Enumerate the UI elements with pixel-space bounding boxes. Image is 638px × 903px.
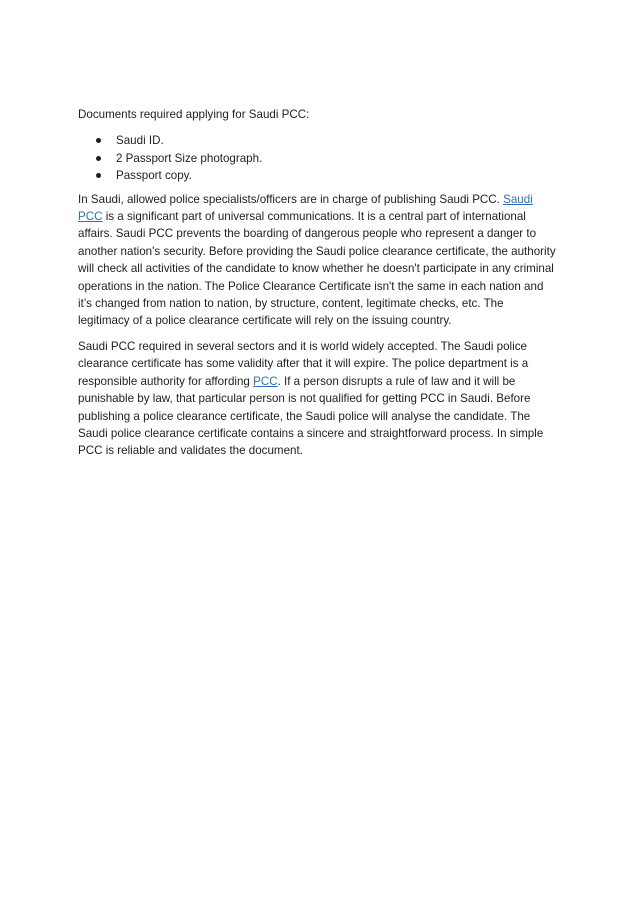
list-item [78,167,558,184]
list-item [78,150,558,167]
paragraph-1-text-before: In Saudi, allowed police specialists/officers are in charge of publishing Saudi PCC. [78,192,504,206]
paragraph-2 [78,338,558,460]
paragraph-1-text-after: is a significant part of universal communications. It is a central part of international affairs. Saudi PCC prevents the boarding of dangerous people who represent a danger to another nation's security. Before providing the Saudi police clearance certificate, the authority will check all activities of the candidate to know whether he doesn't participate in any criminal operations in the nation. The Police Clearance Certificate isn't the same in each nation and it’s changed from nation to nation, by structure, content, legitimate checks, etc. The legitimacy of a police clearance certificate will rely on the issuing country. [78,210,556,328]
paragraph-1 [78,191,558,330]
paragraph-2-text-before: Saudi PCC required in several sectors and it is world widely accepted. The Saudi police clearance certificate has some validity after that it will expire. The police department is a responsible authority for affording [78,339,529,388]
documents-heading: Documents required applying for Saudi PCC: [78,108,310,121]
list-item [78,132,558,149]
list-item-text: Passport copy. [116,169,192,183]
saudi-pcc-link[interactable]: Saudi PCC [78,192,533,224]
bullet-icon [96,156,101,161]
bullet-icon [96,173,101,178]
list-item-text: 2 Passport Size photograph. [116,151,263,165]
list-item-text: Saudi ID. [116,134,164,148]
required-documents-list [78,132,558,184]
paragraph-2-text-after: . If a person disrupts a rule of law and it will be punishable by law, that particular person is not qualified for getting PCC in Saudi. Before publishing a police clearance certificate, the Saudi police will analyse the candidate. The Saudi police clearance certificate contains a sincere and straightforward process. In simple PCC is reliable and validates the document. [78,374,544,458]
bullet-icon [96,138,101,143]
document-body [78,106,558,468]
pcc-link[interactable]: PCC [253,374,278,388]
